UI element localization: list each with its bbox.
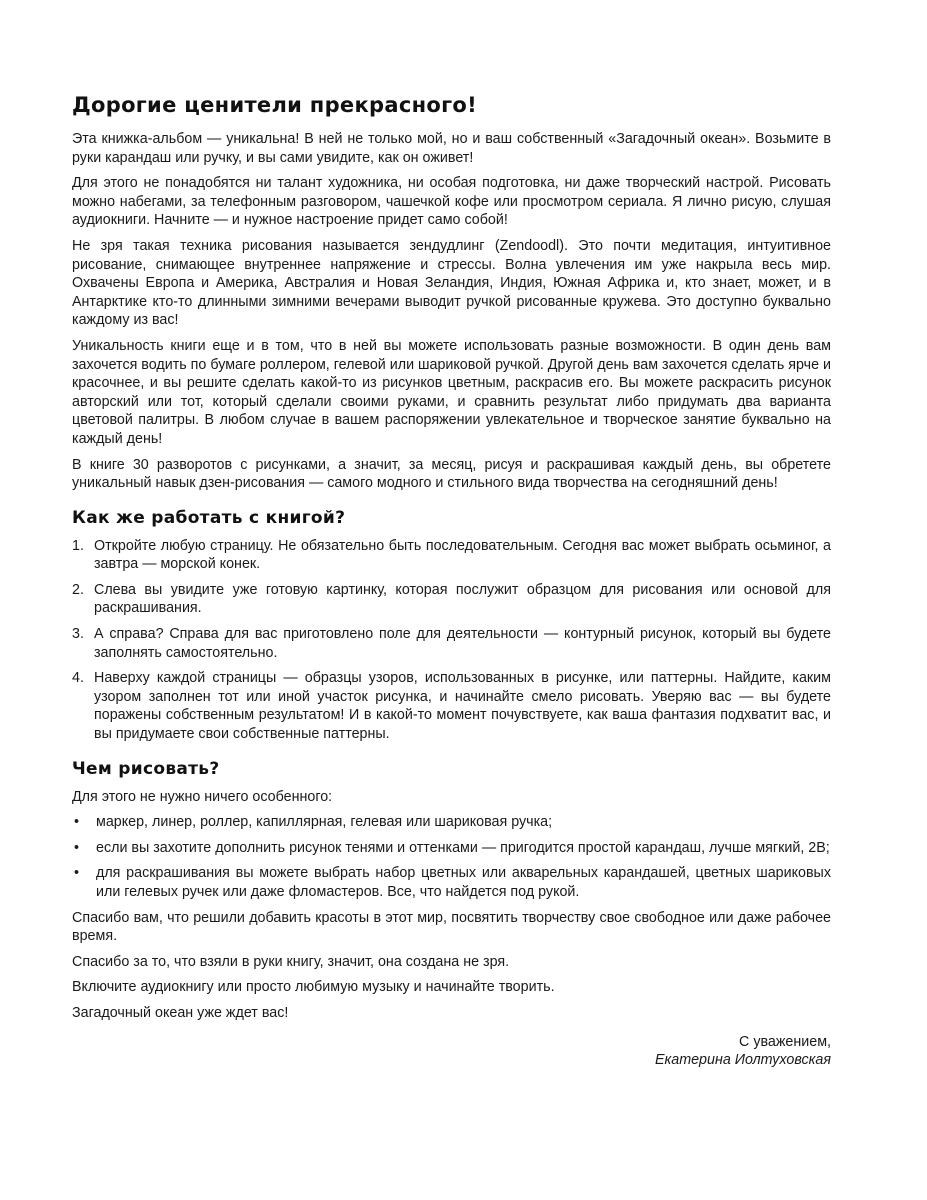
bullet-icon: • bbox=[74, 814, 80, 831]
tool-item bbox=[72, 813, 831, 832]
closing-paragraph: Спасибо за то, что взяли в руки книгу, значит, она создана не зря. bbox=[72, 953, 510, 970]
tools-list bbox=[72, 813, 831, 901]
step-text: А справа? Справа для вас приготовлено поле для деятельности — контурный рисунок, который вы будете заполнять самостоятельно. bbox=[94, 626, 831, 661]
intro-paragraph: Не зря такая техника рисования называется зендудлинг (Zendoodl). Это почти медитация, интуитивное рисование, снимающее внутреннее напряжение и стрессы. Волна увлечения им уже накрыла весь мир. Охвачены Европа и Америка, Австралия и Новая Зеландия, Индия, Южная Африка и, кто знает, может, и в Антарктике кто-то длинными зимними вечерами выводит ручкой рисованные кружева. Это доступно буквально каждому из вас! bbox=[72, 237, 831, 329]
step-item bbox=[72, 537, 831, 574]
step-number: 4. bbox=[72, 670, 84, 687]
closing-paragraph: Загадочный океан уже ждет вас! bbox=[72, 1004, 289, 1021]
step-item bbox=[72, 581, 831, 618]
step-number: 1. bbox=[72, 537, 84, 554]
bullet-icon: • bbox=[74, 865, 80, 882]
tool-text: для раскрашивания вы можете выбрать набор цветных или акварельных карандашей, цветных шариковых или гелевых ручек или даже фломастеров. Все, что найдется под рукой. bbox=[96, 865, 831, 900]
bullet-icon: • bbox=[74, 839, 80, 856]
closing-paragraph: Включите аудиокнигу или просто любимую музыку и начинайте творить. bbox=[72, 979, 555, 996]
signature-block bbox=[72, 1033, 831, 1070]
intro-paragraph: В книге 30 разворотов с рисунками, а значит, за месяц, рисуя и раскрашивая каждый день, вы обретете уникальный навык дзен-рисования — самого модного и стильного вида творчества на сегодняшний день! bbox=[72, 456, 831, 492]
closing-paragraph: Спасибо вам, что решили добавить красоты в этот мир, посвятить творчеству свое свободное или даже рабочее время. bbox=[72, 909, 831, 945]
tools-intro: Для этого не нужно ничего особенного: bbox=[72, 788, 333, 805]
tools-heading: Чем рисовать? bbox=[72, 758, 220, 779]
signature-regards: С уважением, bbox=[739, 1033, 831, 1050]
page-title: Дорогие ценители прекрасного! bbox=[72, 93, 477, 117]
signature-author: Екатерина Иолтуховская bbox=[654, 1052, 831, 1069]
step-text: Слева вы увидите уже готовую картинку, которая послужит образцом для рисования или основой для раскрашивания. bbox=[94, 581, 831, 617]
steps-list bbox=[72, 537, 831, 744]
step-text: Откройте любую страницу. Не обязательно быть последовательным. Сегодня вас может выбрать осьминог, а завтра — морской конек. bbox=[94, 537, 831, 573]
tool-item bbox=[72, 839, 831, 858]
step-text: Наверху каждой страницы — образцы узоров, использованных в рисунке, или паттерны. Найдите, каким узором заполнен тот или иной участок рисунка, и начинайте смело рисовать. Уверяю вас — вы будете поражены собственным результатом! И в какой-то момент почувствуете, как ваша фантазия подхватит вас, и вы придумаете свои собственные паттерны. bbox=[94, 670, 831, 743]
how-to-heading: Как же работать с книгой? bbox=[72, 507, 346, 528]
step-item bbox=[72, 669, 831, 743]
intro-paragraph: Уникальность книги еще и в том, что в ней вы можете использовать разные возможности. В один день вам захочется водить по бумаге роллером, гелевой или шариковой ручкой. Другой день вам захочется сделать ярче и красочнее, и вы решите сделать какой-то из рисунков цветным, раскрасив его. Вы можете раскрасить рисунок авторский или тот, который сделали своими руками, и сравнить результат либо придумать два варианта цветовой палитры. В любом случае в вашем распоряжении увлекательное и творческое занятие буквально на каждый день! bbox=[72, 337, 831, 447]
intro-paragraph: Для этого не понадобятся ни талант художника, ни особая подготовка, ни даже творческий настрой. Рисовать можно набегами, за телефонным разговором, чашечкой кофе или просмотром сериала. Я лично рисую, слушая аудиокниги. Начните — и нужное настроение придет само собой! bbox=[72, 175, 831, 229]
tool-item bbox=[72, 864, 831, 901]
tool-text: если вы захотите дополнить рисунок тенями и оттенками — пригодится простой карандаш, лучше мягкий, 2B; bbox=[96, 839, 830, 856]
intro-paragraph: Эта книжка-альбом — уникальна! В ней не только мой, но и ваш собственный «Загадочный океан». Возьмите в руки карандаш или ручку, и вы сами увидите, как он оживет! bbox=[72, 131, 831, 166]
step-number: 3. bbox=[72, 626, 84, 643]
tool-text: маркер, линер, роллер, капиллярная, гелевая или шариковая ручка; bbox=[96, 814, 553, 831]
step-item bbox=[72, 625, 831, 662]
step-number: 2. bbox=[72, 581, 84, 598]
